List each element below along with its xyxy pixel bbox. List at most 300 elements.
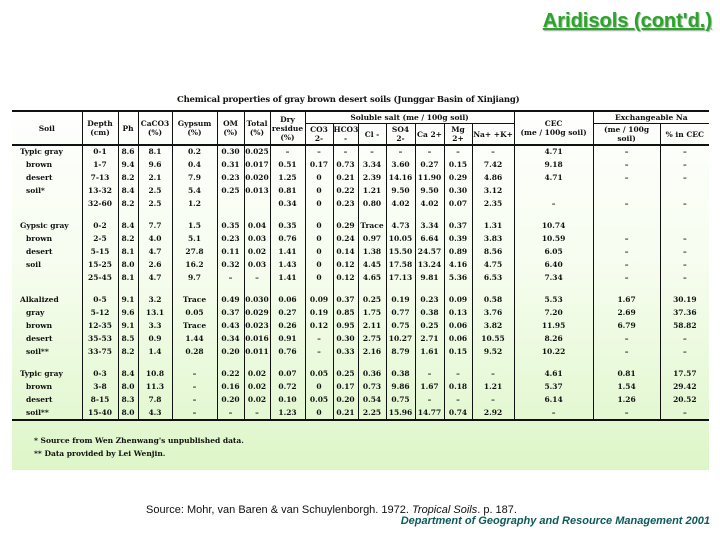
table-cell: 1.41 — [270, 271, 305, 284]
table-cell: 8.4 — [118, 220, 138, 233]
table-cell: 7.7 — [138, 220, 172, 233]
table-cell: 4.7 — [138, 271, 172, 284]
table-cell: 0.34 — [270, 197, 305, 210]
table-cell: 4.71 — [514, 145, 593, 159]
table-cell: 3-8 — [82, 381, 118, 394]
table-cell: 9.1 — [118, 294, 138, 307]
table-cell: 9.81 — [415, 271, 444, 284]
soil-name-cell: soil* — [26, 185, 45, 195]
table-cell: 16.2 — [172, 258, 217, 271]
table-cell: 0.23 — [333, 197, 358, 210]
table-cell: 0.23 — [217, 172, 244, 185]
table-cell: – — [593, 145, 660, 159]
table-cell: 0.25 — [217, 184, 244, 197]
table-cell: – — [386, 145, 415, 159]
table-cell: 4.75 — [472, 258, 514, 271]
table-cell: 3.82 — [472, 320, 514, 333]
header-depth: Depth (cm) — [82, 111, 118, 145]
table-cell: 4.02 — [415, 197, 444, 210]
table-cell: 0.24 — [333, 233, 358, 246]
table-cell: 13.24 — [415, 258, 444, 271]
table-cell: 0.06 — [444, 332, 472, 345]
table-cell: 7.9 — [172, 172, 217, 185]
table-cell: 1.25 — [270, 172, 305, 185]
table-cell: 9.52 — [472, 345, 514, 358]
table-cell: 0.030 — [244, 294, 270, 307]
table-cell: 10.59 — [514, 233, 593, 246]
table-cell: 0.11 — [217, 246, 244, 259]
table-cell: 1.44 — [172, 332, 217, 345]
table-cell: 4.65 — [358, 271, 386, 284]
table-cell: 0.38 — [415, 307, 444, 320]
table-cell: 3.60 — [386, 159, 415, 172]
table-cell: 5.4 — [172, 184, 217, 197]
table-cell: 0.029 — [244, 307, 270, 320]
table-cell: 15-25 — [82, 258, 118, 271]
table-cell: 0.75 — [386, 394, 415, 407]
table-cell: – — [415, 368, 444, 381]
header-exchangeable-na: Exchangeable Na — [593, 111, 709, 124]
table-cell: 0 — [305, 197, 333, 210]
table-cell: 0.016 — [244, 332, 270, 345]
table-header — [12, 111, 709, 145]
table-cell: – — [593, 332, 660, 345]
table-cell: Trace — [172, 320, 217, 333]
table-cell: 0.81 — [270, 184, 305, 197]
table-cell: 0.34 — [217, 332, 244, 345]
soil-name-cell: desert — [26, 172, 53, 182]
table-cell: – — [660, 332, 709, 345]
table-cell: 0 — [305, 220, 333, 233]
table-cell: 0.12 — [333, 271, 358, 284]
table-cell: 0.12 — [333, 258, 358, 271]
table-cell: – — [270, 145, 305, 159]
table-cell: 8.4 — [118, 368, 138, 381]
table-cell: 0.25 — [358, 294, 386, 307]
table-cell: 2.35 — [472, 197, 514, 210]
table-cell: 30.19 — [660, 294, 709, 307]
table-cell: 2.5 — [138, 197, 172, 210]
table-cell: 0-2 — [82, 220, 118, 233]
source-citation: Source: Mohr, van Baren & van Schuylenborgh. 1972. Tropical Soils. p. 187. — [146, 504, 517, 516]
table-cell: 8.6 — [118, 145, 138, 159]
table-cell: 6.79 — [593, 320, 660, 333]
table-cell — [593, 184, 660, 197]
table-cell: 0 — [305, 381, 333, 394]
table-cell: 0.23 — [415, 294, 444, 307]
table-caption: Chemical properties of gray brown desert soils (Junggar Basin of Xinjiang) — [177, 95, 520, 105]
table-cell: 8.2 — [118, 233, 138, 246]
table-row — [12, 145, 709, 159]
table-cell: 29.42 — [660, 381, 709, 394]
table-cell: 1.26 — [593, 394, 660, 407]
table-cell: 8.2 — [118, 197, 138, 210]
table-cell: 12-35 — [82, 320, 118, 333]
header-soluble-salt: Soluble salt (me / 100g soil) — [305, 111, 514, 124]
table-cell: 0.85 — [333, 307, 358, 320]
table-cell: – — [217, 406, 244, 420]
table-cell: 6.14 — [514, 394, 593, 407]
table-cell: 0.35 — [217, 220, 244, 233]
table-cell: 0.81 — [593, 368, 660, 381]
table-cell: 0.80 — [358, 197, 386, 210]
soil-name-cell: desert — [26, 394, 53, 404]
header-dry-residue: Dry residue (%) — [270, 111, 305, 145]
soil-name-cell: soil — [26, 259, 41, 269]
table-cell: 0.91 — [270, 332, 305, 345]
table-cell: 0.95 — [333, 320, 358, 333]
table-cell: 4.02 — [386, 197, 415, 210]
table-cell: 7.8 — [138, 394, 172, 407]
table-cell: 0.51 — [270, 159, 305, 172]
table-cell: 0.29 — [333, 220, 358, 233]
header-soil: Soil — [38, 123, 55, 133]
table-cell: 25-45 — [82, 271, 118, 284]
table-cell: 0.76 — [270, 345, 305, 358]
table-cell: 0.10 — [270, 394, 305, 407]
table-cell: 0.011 — [244, 345, 270, 358]
table-cell: 0.72 — [270, 381, 305, 394]
table-cell: 0.02 — [244, 381, 270, 394]
table-cell: 8.4 — [118, 184, 138, 197]
table-cell: 5.1 — [172, 233, 217, 246]
table-cell: – — [593, 197, 660, 210]
table-cell: 0.21 — [333, 406, 358, 420]
table-cell — [660, 220, 709, 233]
table-cell: 0.20 — [217, 394, 244, 407]
table-cell: – — [305, 332, 333, 345]
table-cell: 32-60 — [82, 197, 118, 210]
table-cell: 20.52 — [660, 394, 709, 407]
table-cell: 0.27 — [415, 159, 444, 172]
table-row — [12, 258, 709, 271]
table-cell: 13-32 — [82, 184, 118, 197]
table-cell: 0-3 — [82, 368, 118, 381]
table-cell: – — [217, 271, 244, 284]
soil-name-cell: Gypsic gray — [20, 221, 69, 231]
table-cell: 5.37 — [514, 381, 593, 394]
table-cell: 0-5 — [82, 294, 118, 307]
group-separator — [12, 210, 709, 220]
table-row — [12, 368, 709, 381]
table-cell: – — [660, 345, 709, 358]
table-cell: 0.30 — [333, 332, 358, 345]
table-cell: 2.71 — [415, 332, 444, 345]
header-co3: CO3 2- — [305, 124, 333, 146]
table-cell: 0 — [305, 172, 333, 185]
table-cell: 33-75 — [82, 345, 118, 358]
header-gypsum: Gypsum (%) — [172, 111, 217, 145]
table-cell: 8.26 — [514, 332, 593, 345]
table-cell: 0 — [305, 233, 333, 246]
table-cell: 11.3 — [138, 381, 172, 394]
table-cell: 5.36 — [444, 271, 472, 284]
header-caco3: CaCO3 (%) — [138, 111, 172, 145]
table-cell: 8.2 — [118, 345, 138, 358]
table-cell: 1.67 — [593, 294, 660, 307]
table-cell: 17.57 — [660, 368, 709, 381]
table-cell: 0.22 — [333, 184, 358, 197]
table-cell: 0.07 — [270, 368, 305, 381]
header-exch-pct: % in CEC — [660, 124, 709, 146]
table-cell: 1.21 — [358, 184, 386, 197]
table-cell: – — [305, 345, 333, 358]
soil-name-cell: brown — [26, 160, 53, 170]
table-cell: 0.15 — [444, 345, 472, 358]
table-cell: 0.58 — [472, 294, 514, 307]
header-cec: CEC (me / 100g soil) — [514, 111, 593, 145]
table-cell: 4.86 — [472, 172, 514, 185]
soil-name-cell: gray — [26, 308, 45, 318]
table-cell: 5-12 — [82, 307, 118, 320]
table-cell: 8-15 — [82, 394, 118, 407]
table-cell: 0.023 — [244, 320, 270, 333]
footer-department: Department of Geography and Resource Management 2001 — [400, 515, 710, 527]
table-cell: 1.41 — [270, 246, 305, 259]
table-cell: 0.19 — [305, 307, 333, 320]
table-cell: Trace — [172, 294, 217, 307]
table-cell: – — [593, 406, 660, 420]
table-cell: 1.23 — [270, 406, 305, 420]
table-cell: – — [244, 271, 270, 284]
table-cell: 1-7 — [82, 159, 118, 172]
table-cell: 0.25 — [415, 320, 444, 333]
table-cell: 11.90 — [415, 172, 444, 185]
table-cell: 0.26 — [270, 320, 305, 333]
header-ca: Ca 2+ — [415, 124, 444, 146]
table-cell: 0.05 — [172, 307, 217, 320]
table-cell: 6.40 — [514, 258, 593, 271]
table-cell: – — [444, 145, 472, 159]
table-cell: 0.017 — [244, 159, 270, 172]
table-cell: – — [593, 159, 660, 172]
table-cell: 0.35 — [270, 220, 305, 233]
table-cell: – — [358, 145, 386, 159]
table-cell: 1.4 — [138, 345, 172, 358]
header-total: Total (%) — [244, 111, 270, 145]
soil-name-cell: Typic gray — [20, 369, 63, 379]
table-cell: 17.13 — [386, 271, 415, 284]
table-cell: 0 — [305, 406, 333, 420]
group-separator — [12, 358, 709, 368]
table-cell: 0.06 — [270, 294, 305, 307]
table-cell: 8.1 — [118, 271, 138, 284]
table-row — [12, 233, 709, 246]
table-cell: 0.75 — [386, 320, 415, 333]
table-cell: 3.34 — [415, 220, 444, 233]
table-cell: – — [514, 406, 593, 420]
table-cell: 0 — [305, 271, 333, 284]
table-cell — [593, 220, 660, 233]
header-na-k: Na+ +K+ — [472, 124, 514, 146]
table-cell: 8.79 — [386, 345, 415, 358]
table-cell: 0.025 — [244, 145, 270, 159]
table-cell: 1.43 — [270, 258, 305, 271]
table-cell: 1.61 — [415, 345, 444, 358]
table-cell: 1.5 — [172, 220, 217, 233]
table-cell: 0 — [305, 258, 333, 271]
table-cell: 4.7 — [138, 246, 172, 259]
table-cell: 8.0 — [118, 381, 138, 394]
table-cell: 11.95 — [514, 320, 593, 333]
table-cell: 0.38 — [386, 368, 415, 381]
slide-title: Aridisols (cont'd.) — [542, 10, 712, 32]
table-row — [12, 394, 709, 407]
table-cell: 2-5 — [82, 233, 118, 246]
header-om: OM (%) — [217, 111, 244, 145]
table-cell: 9.6 — [118, 307, 138, 320]
table-cell: 0.43 — [217, 320, 244, 333]
table-cell: 7.34 — [514, 271, 593, 284]
table-cell: – — [660, 258, 709, 271]
table-cell: 3.76 — [472, 307, 514, 320]
table-cell: 0.020 — [244, 172, 270, 185]
table-cell: – — [660, 233, 709, 246]
table-cell: 0.76 — [270, 233, 305, 246]
table-cell: – — [660, 145, 709, 159]
table-cell: 1.21 — [472, 381, 514, 394]
table-cell: 2.39 — [358, 172, 386, 185]
table-cell: 3.12 — [472, 184, 514, 197]
table-cell: 0.19 — [386, 294, 415, 307]
table-cell: 0.17 — [333, 381, 358, 394]
table-cell: – — [172, 394, 217, 407]
table-cell: – — [593, 258, 660, 271]
table-cell: 3.3 — [138, 320, 172, 333]
table-cell: 9.50 — [386, 184, 415, 197]
table-cell: 0.32 — [217, 258, 244, 271]
table-cell: 2.11 — [358, 320, 386, 333]
table-cell: – — [244, 406, 270, 420]
table-cell: 0.20 — [217, 345, 244, 358]
table-cell: – — [472, 145, 514, 159]
table-cell: 4.61 — [514, 368, 593, 381]
table-cell: 0.13 — [444, 307, 472, 320]
table-cell: 2.5 — [138, 184, 172, 197]
table-cell: 0.05 — [305, 394, 333, 407]
table-row — [12, 381, 709, 394]
table-cell: 3.2 — [138, 294, 172, 307]
table-cell: – — [593, 172, 660, 185]
table-cell: 8.1 — [138, 145, 172, 159]
table-row — [12, 294, 709, 307]
table-cell: – — [415, 145, 444, 159]
table-cell — [660, 184, 709, 197]
table-cell: 15.50 — [386, 246, 415, 259]
table-row — [12, 172, 709, 185]
table-cell: 4.71 — [514, 172, 593, 185]
table-cell: 1.67 — [415, 381, 444, 394]
table-cell: 10.22 — [514, 345, 593, 358]
table-cell: 3.34 — [358, 159, 386, 172]
table-cell: 7.42 — [472, 159, 514, 172]
table-cell: 0.04 — [244, 220, 270, 233]
table-cell: 0.06 — [444, 320, 472, 333]
table-cell: – — [472, 368, 514, 381]
table-cell: 0.54 — [358, 394, 386, 407]
table-cell: 37.36 — [660, 307, 709, 320]
table-cell: 9.1 — [118, 320, 138, 333]
table-cell: 1.75 — [358, 307, 386, 320]
table-row — [12, 159, 709, 172]
table-cell: 9.18 — [514, 159, 593, 172]
table-cell: 0.18 — [444, 381, 472, 394]
table-cell: 5-15 — [82, 246, 118, 259]
table-cell: 0.03 — [244, 258, 270, 271]
table-cell: 0.74 — [444, 406, 472, 420]
table-row — [12, 406, 709, 420]
table-cell: – — [472, 394, 514, 407]
table-row — [12, 345, 709, 358]
table-cell: 0.17 — [305, 159, 333, 172]
table-cell: 0.31 — [217, 159, 244, 172]
table-cell: 10.55 — [472, 332, 514, 345]
table-cell: – — [333, 145, 358, 159]
table-cell — [244, 197, 270, 210]
table-cell: 0.09 — [444, 294, 472, 307]
table-cell: – — [593, 246, 660, 259]
table-cell: 8.0 — [118, 258, 138, 271]
table-cell: – — [593, 233, 660, 246]
soil-name-cell: soil** — [26, 346, 49, 356]
table-cell: 0.12 — [305, 320, 333, 333]
table-cell: 1.38 — [358, 246, 386, 259]
table-cell: 8.5 — [118, 332, 138, 345]
scanned-table-image — [12, 88, 709, 470]
soil-properties-table — [12, 110, 709, 421]
table-cell: 0.30 — [444, 184, 472, 197]
table-cell: 4.3 — [138, 406, 172, 420]
table-cell: 0.013 — [244, 184, 270, 197]
table-cell: – — [172, 368, 217, 381]
table-row — [12, 246, 709, 259]
table-cell: 3.83 — [472, 233, 514, 246]
table-cell: 7-13 — [82, 172, 118, 185]
table-cell: 9.6 — [138, 159, 172, 172]
soil-name-cell: soil** — [26, 407, 49, 417]
table-cell: 14.16 — [386, 172, 415, 185]
table-cell: 0.28 — [172, 345, 217, 358]
table-cell: 4.0 — [138, 233, 172, 246]
table-row — [12, 197, 709, 210]
table-cell: – — [172, 406, 217, 420]
table-cell: 14.77 — [415, 406, 444, 420]
soil-name-cell — [12, 271, 82, 284]
table-cell: 0.4 — [172, 159, 217, 172]
table-cell: 1.31 — [472, 220, 514, 233]
table-cell: 0.03 — [244, 233, 270, 246]
table-cell: 2.92 — [472, 406, 514, 420]
table-cell: 58.82 — [660, 320, 709, 333]
table-cell: – — [415, 394, 444, 407]
table-cell: 0.14 — [333, 246, 358, 259]
table-cell: 0.89 — [444, 246, 472, 259]
table-cell: 9.86 — [386, 381, 415, 394]
header-so4: SO4 2- — [386, 124, 415, 146]
table-cell: 8.2 — [118, 172, 138, 185]
table-cell: 8.0 — [118, 406, 138, 420]
table-cell: 0.9 — [138, 332, 172, 345]
table-cell: 15-40 — [82, 406, 118, 420]
table-cell: 15.96 — [386, 406, 415, 420]
table-cell: 0.73 — [333, 159, 358, 172]
table-cell: 0.02 — [244, 368, 270, 381]
table-cell: – — [593, 271, 660, 284]
table-cell: 9.50 — [415, 184, 444, 197]
footnote-2: ** Data provided by Lei Wenjin. — [34, 449, 166, 458]
table-cell: – — [660, 172, 709, 185]
soil-name-cell: Typic gray — [20, 147, 63, 157]
